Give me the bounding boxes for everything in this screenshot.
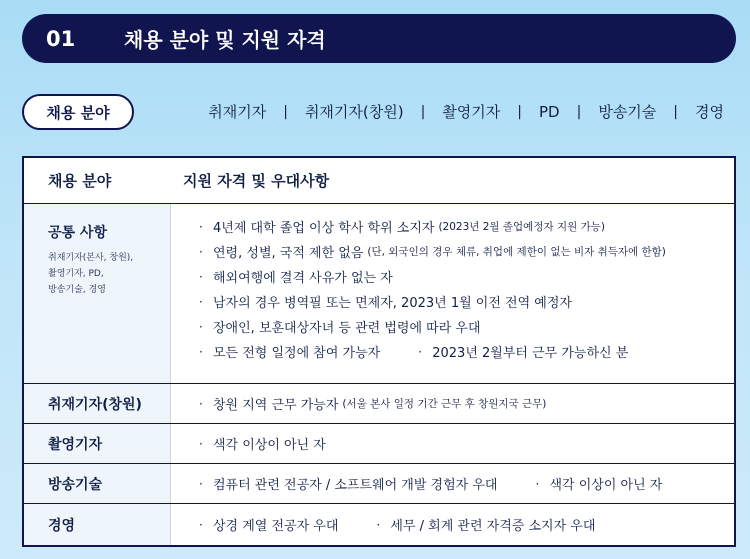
field-item: 취재기자(창원): [304, 103, 404, 121]
row-title: 공통 사항: [48, 225, 107, 241]
table-row-changwon: [24, 384, 734, 424]
table-row-common: [24, 204, 734, 384]
field-list: [208, 101, 724, 122]
bullet-text: 컴퓨터 관련 전공자 / 소프트웨어 개발 경험자 우대: [213, 478, 498, 493]
table-header-row: [24, 158, 734, 204]
bullet-text: 세무 / 회계 관련 자격증 소지자 우대: [390, 519, 596, 534]
bullet-item: [199, 214, 734, 239]
bullet-dot: ·: [376, 517, 381, 532]
bullet-text: 창원 지역 근무 가능자: [213, 398, 339, 413]
bullet-dot: ·: [199, 344, 203, 359]
row-title: 촬영기자: [48, 436, 103, 453]
bullet-item: [199, 512, 595, 537]
field-separator: |: [576, 103, 582, 120]
bullet-item: [199, 431, 326, 456]
bullet-item: [199, 239, 734, 264]
field-separator: |: [283, 103, 288, 120]
row-subtitle-line: 취재기자(본사, 창원),: [48, 253, 134, 263]
section-number: 01: [46, 26, 76, 51]
row-subtitle-line: 촬영기자, PD,: [48, 269, 104, 279]
row-title: 방송기술: [48, 476, 103, 493]
bullet-text: 모든 전형 일정에 참여 가능자: [213, 346, 381, 361]
field-item: 취재기자: [208, 103, 267, 121]
bullet-dot: ·: [199, 476, 203, 491]
bullet-dot: ·: [199, 517, 203, 532]
bullet-text: 2023년 2월부터 근무 가능하신 분: [432, 346, 629, 361]
col-header-field: 채용 분야: [24, 158, 171, 203]
table-row-broadcast: [24, 464, 734, 504]
bullet-text: 남자의 경우 병역필 또는 면제자, 2023년 1월 이전 전역 예정자: [213, 296, 572, 311]
table-row-photo: [24, 424, 734, 464]
bullet-text: 4년제 대학 졸업 이상 학사 학위 소지자: [213, 221, 435, 236]
field-item: PD: [539, 102, 560, 121]
bullet-dot: ·: [535, 476, 540, 491]
bullet-text: 장애인, 보훈대상자녀 등 관련 법령에 따라 우대: [213, 321, 481, 336]
bullet-dot: ·: [199, 319, 203, 334]
bullet-dot: ·: [199, 396, 203, 411]
row-subtitle: [48, 250, 170, 298]
field-label-pill: 채용 분야: [22, 94, 134, 130]
field-separator: |: [517, 103, 522, 120]
field-item: 촬영기자: [442, 103, 501, 121]
field-separator: |: [420, 103, 426, 120]
col-header-qualification: 지원 자격 및 우대사항: [183, 172, 330, 190]
bullet-item: [199, 471, 662, 496]
field-item: 경영: [695, 103, 724, 121]
bullet-note: (단, 외국인의 경우 체류, 취업에 제한이 없는 비자 취득자에 한함): [367, 246, 666, 258]
bullet-item: [199, 339, 734, 364]
qualification-table: [22, 156, 736, 547]
section-header: [22, 14, 736, 63]
bullet-text: 색각 이상이 아닌 자: [213, 438, 326, 453]
section-title: 채용 분야 및 지원 자격: [124, 28, 326, 52]
bullet-note: (2023년 2월 졸업예정자 지원 가능): [438, 221, 605, 233]
bullet-text: 해외여행에 결격 사유가 없는 자: [213, 271, 393, 286]
row-title: 취재기자(창원): [48, 396, 142, 413]
bullet-text: 상경 계열 전공자 우대: [213, 519, 339, 534]
bullet-dot: ·: [199, 294, 203, 309]
table-row-management: [24, 504, 734, 545]
bullet-dot: ·: [199, 219, 203, 234]
bullet-text: 색각 이상이 아닌 자: [549, 478, 663, 493]
bullet-dot: ·: [199, 244, 203, 259]
field-separator: |: [673, 103, 679, 120]
bullet-note: (서울 본사 일정 기간 근무 후 창원지국 근무): [342, 398, 547, 410]
row-title: 경영: [48, 517, 76, 534]
bullet-dot: ·: [199, 269, 203, 284]
field-item: 방송기술: [598, 103, 657, 121]
bullet-item: [199, 289, 734, 314]
bullet-item: [199, 391, 546, 416]
bullet-dot: ·: [199, 436, 203, 451]
row-subtitle-line: 방송기술, 경영: [48, 285, 106, 295]
bullet-dot: ·: [418, 344, 423, 359]
bullet-item: [199, 314, 734, 339]
bullet-item: [199, 264, 734, 289]
bullet-text: 연령, 성별, 국적 제한 없음: [213, 246, 364, 261]
